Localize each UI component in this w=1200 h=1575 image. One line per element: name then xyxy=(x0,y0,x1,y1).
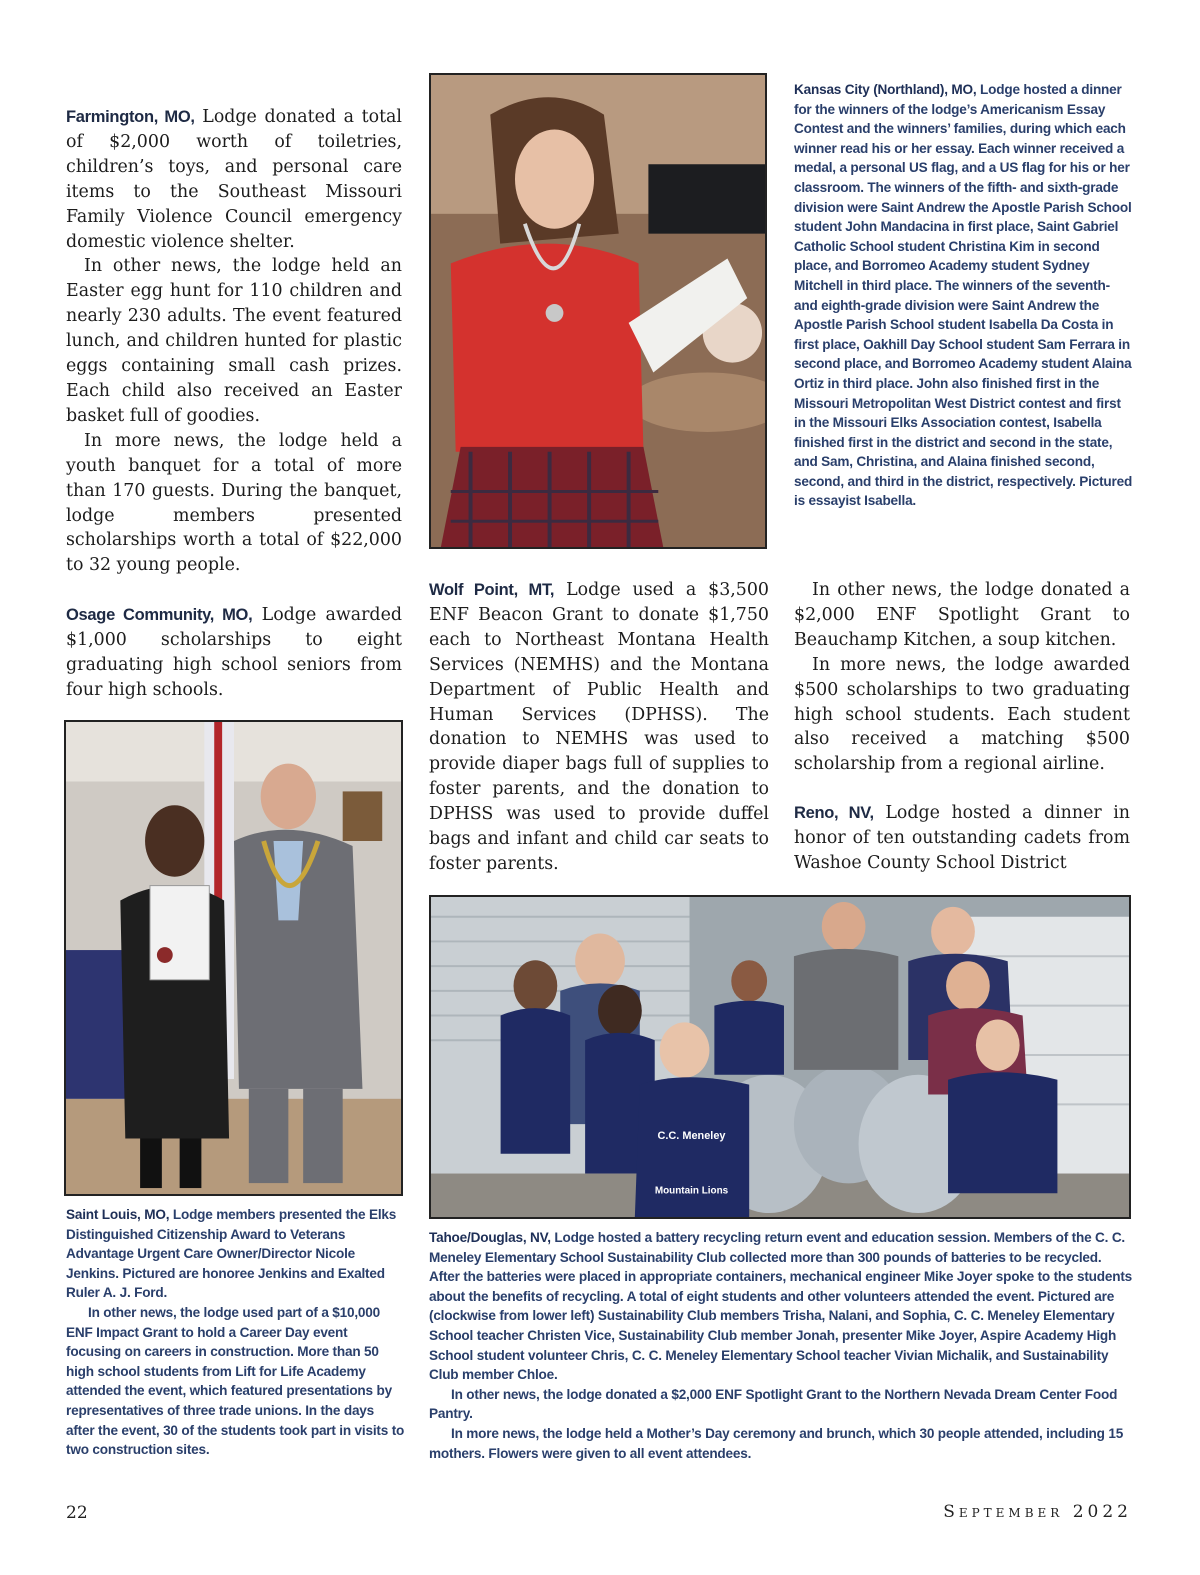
article-osage xyxy=(66,603,402,703)
caption-kansas-city xyxy=(794,80,1134,511)
tahoe-lead: Tahoe/Douglas, NV, xyxy=(429,1230,551,1245)
page-number: 22 xyxy=(66,1503,88,1523)
tahoe-shirt-text-1: C.C. Meneley xyxy=(657,1130,726,1142)
article-farmington xyxy=(66,105,402,578)
article-reno xyxy=(794,801,1130,876)
photo-tahoe-recycling xyxy=(429,895,1131,1219)
farmington-p1: Lodge donated a total of $2,000 worth of toiletries, children’s toys, and personal care items to the Southeast Missouri Family Violence Council emergency domestic violence shelter. xyxy=(66,107,402,252)
farmington-p3: In more news, the lodge held a youth banquet for a total of more than 170 guests. During the banquet, lodge members presented scholarships worth a total of $22,000 to 32 young people. xyxy=(66,430,402,576)
saint-louis-p2: In other news, the lodge used part of a $10,000 ENF Impact Grant to hold a Career Day event focusing on careers in construction. More than 50 high school students from Lift for Life Academy attended the event, which featured presentations by representatives of three trade unions. In the days after the event, 30 of the students took part in visits to two construction sites. xyxy=(66,1304,405,1458)
tahoe-p2: In other news, the lodge donated a $2,000 ENF Spotlight Grant to the Northern Nevada Dream Center Food Pantry. xyxy=(429,1386,1118,1422)
osage-lead: Osage Community, MO, xyxy=(66,606,253,624)
kansas-city-p1: Lodge hosted a dinner for the winners of the lodge’s Americanism Essay Contest and the winners’ families, during which each winner read his or her essay. Each winner received a medal, a personal US flag, and a US flag for his or her classroom. The winners of the fifth- and sixth-grade division were Saint Andrew the Apostle Parish School student John Mandacina in first place, Saint Gabriel Catholic School student Christina Kim in second place, and Borromeo Academy student Sydney Mitchell in third place. The winners of the seventh- and eighth-grade division were Saint Andrew the Apostle Parish School student Isabella Da Costa in first place, Oakhill Day School student Sam Ferrara in second place, and Borromeo Academy student Alaina Ortiz in third place. John also finished first in the Missouri Metropolitan West District contest and first in the Missouri Elks Association contest, Isabella finished first in the district and second in the state, and Sam, Christina, and Alaina finished second, second, and third in the district, respectively. Pictured is essayist Isabella. xyxy=(794,82,1133,509)
farmington-lead: Farmington, MO, xyxy=(66,108,195,126)
wolf-point-lead: Wolf Point, MT, xyxy=(429,581,555,599)
saint-louis-lead: Saint Louis, MO, xyxy=(66,1207,170,1222)
wolf-point-p1: Lodge used a $3,500 ENF Beacon Grant to donate $1,750 each to Northeast Montana Health Services (NEMHS) and the Montana Department of Public Health and Human Services (DPHSS). The donation to NEMHS was used to provide diaper bags full of supplies to foster parents, and the donation to DPHSS was used to provide duffel bags and infant and child car seats to foster parents. xyxy=(429,580,769,874)
kansas-city-more-p1: In other news, the lodge donated a $2,000 ENF Spotlight Grant to Beauchamp Kitchen, a soup kitchen. xyxy=(794,580,1130,650)
kansas-city-more-p2: In more news, the lodge awarded $500 scholarships to two graduating high school students. Each student also received a matching $500 scholarship from a regional airline. xyxy=(794,654,1130,775)
reno-lead: Reno, NV, xyxy=(794,804,874,822)
saint-louis-photo-art xyxy=(66,722,401,1194)
caption-saint-louis xyxy=(66,1205,406,1460)
tahoe-photo-art xyxy=(431,897,1129,1217)
photo-saint-louis-award xyxy=(64,720,403,1196)
tahoe-shirt-text-2: Mountain Lions xyxy=(654,1185,729,1197)
photo-kansas-city-essayist xyxy=(429,73,767,549)
caption-tahoe xyxy=(429,1228,1134,1463)
saint-louis-p1: Lodge members presented the Elks Distinguished Citizenship Award to Veterans Advantage Urgent Care Owner/Director Nicole Jenkins. Pictured are honoree Jenkins and Exalted Ruler A. J. Ford. xyxy=(66,1207,397,1301)
tahoe-p3: In more news, the lodge held a Mother’s Day ceremony and brunch, which 30 people attended, including 15 mothers. Flowers were given to all event attendees. xyxy=(429,1425,1124,1461)
farmington-p2: In other news, the lodge held an Easter egg hunt for 110 children and nearly 230 adults. The event featured lunch, and children hunted for plastic eggs containing small cash prizes. Each child also received an Easter basket full of goodies. xyxy=(66,256,402,426)
article-kansas-city-more xyxy=(794,578,1130,777)
kansas-city-lead: Kansas City (Northland), MO, xyxy=(794,82,977,97)
osage-p1: Lodge awarded $1,000 scholarships to eight graduating high school seniors from four high schools. xyxy=(66,605,402,700)
tahoe-p1: Lodge hosted a battery recycling return event and education session. Members of the C. C. Meneley Elementary School Sustainability Club collected more than 300 pounds of batteries to be recycled. After the batteries were placed in appropriate containers, mechanical engineer Mike Joyer spoke to the students about the benefits of recycling. A total of eight students and other volunteers attended the event. Pictured are (clockwise from lower left) Sustainability Club members Trisha, Nalani, and Sophia, C. C. Meneley Elementary School teacher Christen Vice, Sustainability Club member Jonah, presenter Mike Joyer, Aspire Academy High School student volunteer Chris, C. C. Meneley Elementary School teacher Vivian Michalik, and Sustainability Club member Chloe. xyxy=(429,1230,1133,1383)
reno-p1: Lodge hosted a dinner in honor of ten outstanding cadets from Washoe County School District xyxy=(794,803,1130,873)
article-wolf-point xyxy=(429,578,769,877)
kansas-city-photo-art xyxy=(431,75,765,547)
issue-date: September 2022 xyxy=(943,1502,1132,1522)
